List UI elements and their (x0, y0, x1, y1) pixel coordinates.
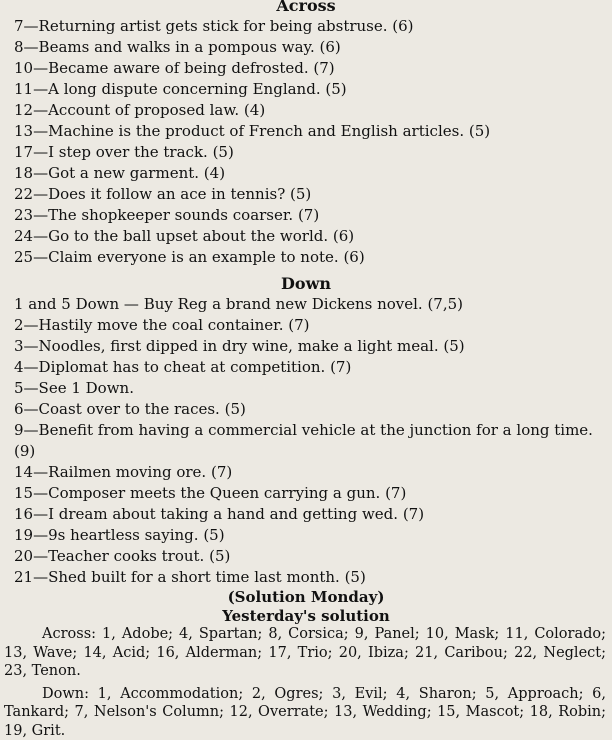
solution-note: (Solution Monday) (4, 588, 608, 607)
down-clue: 19—9s heartless saying. (5) (14, 525, 608, 546)
down-clue-list (4, 294, 608, 588)
down-clue: 16—I dream about taking a hand and getting wed. (7) (14, 504, 608, 525)
across-clue: 7—Returning artist gets stick for being abstruse. (6) (14, 16, 608, 37)
down-clue: 4—Diplomat has to cheat at competition. (7) (14, 357, 608, 378)
yesterday-across-answers: Across: 1, Adobe; 4, Spartan; 8, Corsica; 9, Panel; 10, Mask; 11, Colorado; 13, Wave; 14, Acid; 16, Alderman; 17, Trio; 20, Ibiza; 21, Caribou; 22, Neglect; 23, Tenon. (4, 625, 606, 681)
down-clue: 2—Hastily move the coal container. (7) (14, 315, 608, 336)
across-clue: 11—A long dispute concerning England. (5) (14, 79, 608, 100)
down-clue: 20—Teacher cooks trout. (5) (14, 546, 608, 567)
across-clue: 22—Does it follow an ace in tennis? (5) (14, 184, 608, 205)
down-clue: 15—Composer meets the Queen carrying a gun. (7) (14, 483, 608, 504)
across-clue: 12—Account of proposed law. (4) (14, 100, 608, 121)
across-clue: 25—Claim everyone is an example to note. (6) (14, 247, 608, 268)
down-clue: 1 and 5 Down — Buy Reg a brand new Dickens novel. (7,5) (14, 294, 608, 315)
across-clue: 24—Go to the ball upset about the world. (6) (14, 226, 608, 247)
across-clue: 8—Beams and walks in a pompous way. (6) (14, 37, 608, 58)
down-clue: 9—Benefit from having a commercial vehicle at the junction for a long time. (9) (14, 420, 608, 462)
down-clue: 14—Railmen moving ore. (7) (14, 462, 608, 483)
across-clue: 10—Became aware of being defrosted. (7) (14, 58, 608, 79)
across-clue: 13—Machine is the product of French and English articles. (5) (14, 121, 608, 142)
yesterday-down-answers: Down: 1, Accommodation; 2, Ogres; 3, Evil; 4, Sharon; 5, Approach; 6, Tankard; 7, Nelson's Column; 12, Overrate; 13, Wedding; 15, Mascot; 18, Robin; 19, Grit. (4, 685, 606, 740)
across-heading: Across (4, 0, 608, 16)
across-clue: 17—I step over the track. (5) (14, 142, 608, 163)
down-heading: Down (4, 274, 608, 294)
across-clue: 23—The shopkeeper sounds coarser. (7) (14, 205, 608, 226)
down-clue: 21—Shed built for a short time last month. (5) (14, 567, 608, 588)
down-clue: 3—Noodles, first dipped in dry wine, make a light meal. (5) (14, 336, 608, 357)
yesterday-solution-heading: Yesterday's solution (4, 607, 608, 625)
across-clue-list (4, 16, 608, 268)
across-clue: 18—Got a new garment. (4) (14, 163, 608, 184)
yesterday-solution-body (4, 625, 608, 740)
down-clue: 6—Coast over to the races. (5) (14, 399, 608, 420)
down-clue: 5—See 1 Down. (14, 378, 608, 399)
